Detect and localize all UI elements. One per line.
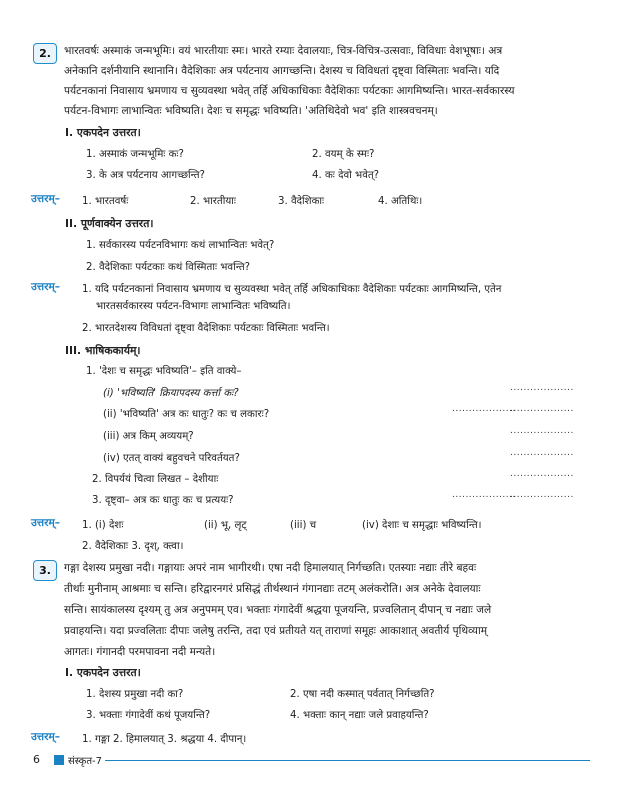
answer-item: 4. अतिथिः। xyxy=(378,196,423,207)
answer-blank: ................... xyxy=(452,404,516,414)
question-number-badge: 2. xyxy=(33,43,57,64)
question-item: 3. दृष्ट्वा– अत्र कः धातुः कः च प्रत्ययः? xyxy=(92,495,234,506)
question-item: 3. के अत्र पर्यटनाय आगच्छन्ति? xyxy=(86,170,205,181)
section-heading: II. पूर्णवाक्येन उत्तरत। xyxy=(65,217,154,230)
passage-line: प्रवाहयन्ति। यदा प्रज्वलिताः दीपाः जलेषु तरन्ति, तदा एवं प्रतीयते यत् ताराणां समूहः आकाशात् अवतीर्य पृथिव्याम् xyxy=(64,625,488,637)
answer-blank: ................... xyxy=(510,448,574,458)
question-item: 1. 'देशः च समृद्धः भविष्यति'– इति वाक्ये– xyxy=(86,366,242,377)
question-item: 3. भक्ताः गंगादेवीं कथं पूजयन्ति? xyxy=(86,710,211,721)
passage-line: आगतः। गंगानदी परमपावना नदी मन्यते। xyxy=(64,646,216,658)
page-number: 6 xyxy=(33,753,40,766)
answer-item: 1. (i) देशः xyxy=(82,520,124,531)
question-number-badge: 3. xyxy=(33,560,57,581)
question-item: 2. एषा नदी कस्मात् पर्वतात् निर्गच्छति? xyxy=(290,689,435,700)
passage-line: गङ्गा देशस्य प्रमुखा नदी। गङ्गायाः अपरं नाम भागीरथी। एषा नदी हिमालयात् निर्गच्छति। एतस्याः नद्याः तीरे बहवः xyxy=(64,562,477,574)
section-heading: I. एकपदेन उत्तरत। xyxy=(65,126,141,139)
answer-item: (iv) देशाः च समृद्धाः भविष्यन्ति। xyxy=(362,520,482,531)
answer-label: उत्तरम्– xyxy=(31,517,61,529)
answer-item: (iii) च xyxy=(290,520,317,531)
question-item: (i) 'भविष्यति' क्रियापदस्य कर्त्ता कः? xyxy=(103,388,239,399)
question-item: 4. कः देवो भवेत्? xyxy=(312,170,380,181)
answer-blank: ................... xyxy=(510,490,574,500)
passage-line: सन्ति। सायंकालस्य दृश्यम् तु अत्र अनुपमम् एव। भक्ताः गंगादेवीं श्रद्धया पूजयन्ति, प्रज्वलितान् दीपान् च नद्याः जले xyxy=(64,604,492,616)
section-heading: I. एकपदेन उत्तरत। xyxy=(65,666,141,679)
passage-line: भारतवर्षः अस्माकं जन्मभूमिः। वयं भारतीयाः स्मः। भारते रम्याः देवालयाः, चित्र-विचित्र-उत्सवाः, विविधाः वेशभूषाः। अत्र xyxy=(64,45,503,57)
answer-blank: ................... xyxy=(510,426,574,436)
answer-blank: ................... xyxy=(510,383,574,393)
question-item: 1. सर्वकारस्य पर्यटनविभागः कथं लाभान्वितः भवेत्? xyxy=(86,240,275,251)
question-item: 4. भक्ताः कान् नद्याः जले प्रवाहयन्ति? xyxy=(290,710,429,721)
question-item: (iv) एतत् वाक्यं बहुवचने परिवर्तयत? xyxy=(103,453,240,464)
question-item: 2. वयम् के स्मः? xyxy=(312,149,375,160)
answer-item: 1. यदि पर्यटनकानां निवासाय भ्रमणाय च सुव्यवस्था भवेत् तर्हि अधिकाधिकाः वैदेशिकाः पर्यटकाः आगमिष्यन्ति, एतेन xyxy=(82,284,502,295)
answer-item: 1. गङ्गा 2. हिमालयात् 3. श्रद्धया 4. दीपान्। xyxy=(82,734,247,745)
passage-line: पर्यटन-विभागः लाभान्वितः भविष्यति। देशः च समृद्धः भविष्यति। 'अतिथिदेवो भव' इति शास्त्रवचनम्। xyxy=(64,105,438,117)
answer-item: 1. भारतवर्षः xyxy=(82,196,129,207)
section-heading: III. भाषिककार्यम्। xyxy=(65,344,141,357)
answer-label: उत्तरम्– xyxy=(31,731,61,743)
answer-blank: ................... xyxy=(510,469,574,479)
question-item: (ii) 'भविष्यति' अत्र कः धातुः? कः च लकारः? xyxy=(103,409,270,420)
answer-blank: ................... xyxy=(452,490,516,500)
book-title: संस्कृत-7 xyxy=(68,756,103,767)
answer-label: उत्तरम्– xyxy=(31,281,61,293)
question-item: 1. अस्माकं जन्मभूमिः कः? xyxy=(86,149,184,160)
answer-item: 2. भारतदेशस्य विविधतां दृष्ट्वा वैदेशिकाः पर्यटकाः विस्मिताः भवन्ति। xyxy=(82,323,330,334)
answer-item: (ii) भू, लृट् xyxy=(204,520,247,531)
passage-line: तीर्थाः मुनीनाम् आश्रमाः च सन्ति। हरिद्वारनगरं प्रसिद्धं तीर्थस्थानं गंगानद्याः तटम् अलंकरोति। अत्र अनेके देवालयाः xyxy=(64,583,481,595)
question-item: 1. देशस्य प्रमुखा नदी का? xyxy=(86,689,184,700)
question-item: 2. वैदेशिकाः पर्यटकाः कथं विस्मिताः भवन्ति? xyxy=(86,262,251,273)
question-item: 2. विपर्ययं चित्वा लिखत – देशीयाः xyxy=(92,474,219,485)
answer-item: 3. वैदेशिकाः xyxy=(278,196,325,207)
passage-line: पर्यटनकानां निवासाय भ्रमणाय च सुव्यवस्था भवेत् तर्हि अधिकाधिकाः वैदेशिकाः पर्यटकाः आगमिष्यन्ति। भारत-सर्वकारस्य xyxy=(64,85,515,97)
answer-item: 2. भारतीयाः xyxy=(190,196,236,207)
question-item: (iii) अत्र किम् अव्ययम्? xyxy=(103,431,194,442)
footer-divider xyxy=(105,760,590,761)
answer-label: उत्तरम्– xyxy=(31,193,61,205)
footer-square-icon xyxy=(54,755,64,765)
answer-item: 2. वैदेशिकाः 3. दृश्, क्त्वा। xyxy=(82,541,184,552)
answer-item: भारतसर्वकारस्य पर्यटन-विभागः लाभान्वितः भविष्यति। xyxy=(96,301,291,312)
answer-blank: ................... xyxy=(510,404,574,414)
passage-line: अनेकानि दर्शनीयानि स्थानानि। वैदेशिकाः अत्र पर्यटनाय आगच्छन्ति। देशस्य च विविधतां दृष्ट्वा विस्मिताः भवन्ति। यदि xyxy=(64,65,500,77)
